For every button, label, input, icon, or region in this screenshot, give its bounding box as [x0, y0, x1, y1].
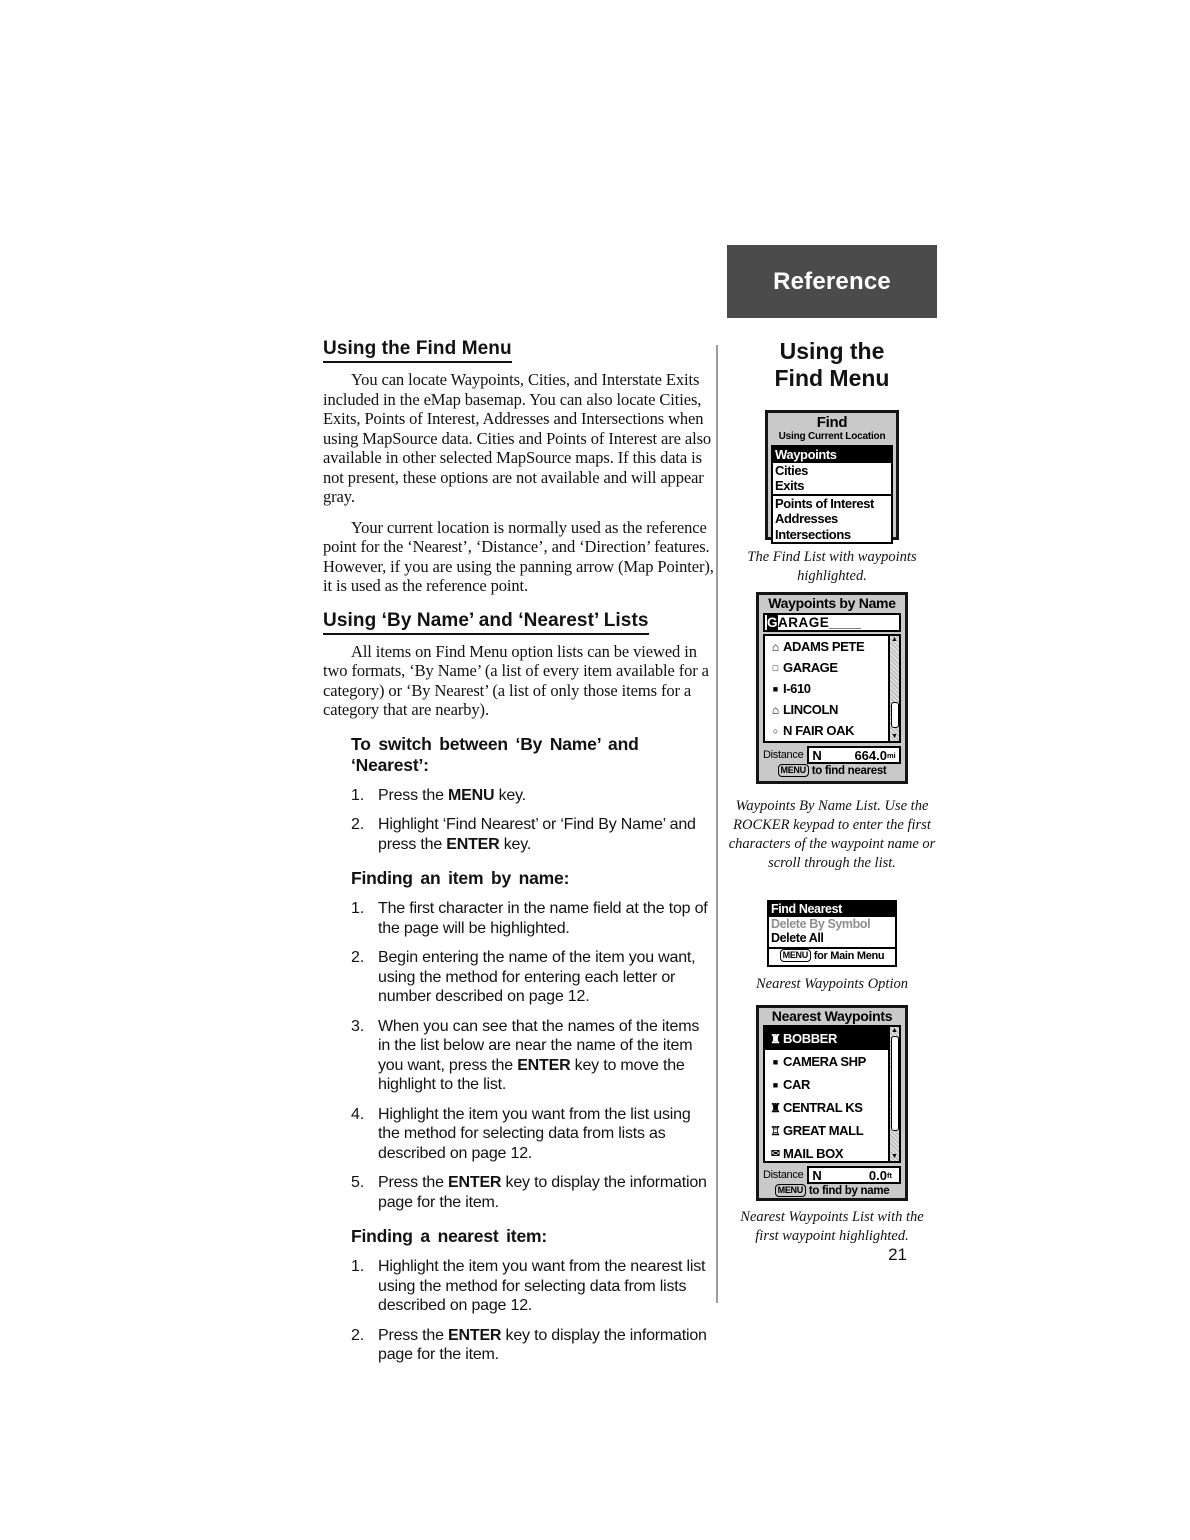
waypoint-row: ○ N FAIR OAK: [765, 720, 899, 741]
waypoint-row: ♖ GREAT MALL: [765, 1119, 899, 1142]
step-number: 2.: [351, 1326, 365, 1344]
waypoint-row: ■ CAMERA SHP: [765, 1050, 899, 1073]
step-number: 4.: [351, 1105, 365, 1123]
waypoint-row: ■ CAR: [765, 1073, 899, 1096]
reference-tab-label: Reference: [773, 267, 891, 295]
paragraph: Your current location is normally used as the reference point for the ‘Nearest’, ‘Distance’, and ‘Direction’ features. However, if you are using the panning arrow (Map Pointer), it is used as the reference point.: [323, 517, 714, 595]
nearest-steps-list: [351, 1257, 715, 1365]
scroll-up-icon: ▲: [891, 1027, 898, 1034]
scroll-down-icon: ▼: [891, 733, 898, 740]
filled-square-icon: ■: [772, 1056, 779, 1067]
step-item: [351, 1257, 715, 1316]
step-number: 2.: [351, 816, 365, 833]
section-heading-find-menu: Using the Find Menu: [323, 338, 512, 363]
step-number: 1.: [351, 1258, 365, 1275]
main-text-column: [323, 338, 715, 1375]
waypoint-row: ♜ BOBBER: [765, 1027, 899, 1050]
scroll-thumb: [891, 1036, 899, 1131]
find-screen-title: Find: [816, 414, 848, 431]
scrollbar: [888, 636, 899, 741]
subheading-finding-by-name: Finding an item by name:: [351, 868, 570, 888]
step-item: [351, 1017, 715, 1095]
byname-screen-title: Waypoints by Name: [768, 595, 896, 611]
step-item: [351, 1326, 715, 1365]
step-item: [351, 899, 715, 938]
distance-field: [807, 746, 901, 764]
byname-steps-list: [351, 899, 715, 1212]
step-number: 3.: [351, 1017, 365, 1035]
find-item-points-of-interest: Points of Interest: [775, 495, 874, 511]
step-text: Press the ENTER key to display the information page for the item.: [378, 1174, 707, 1211]
step-text: Begin entering the name of the item you want, using the method for entering each letter or number described on page 12.: [378, 949, 696, 1005]
open-square-icon: □: [772, 662, 779, 673]
screen-footer: MENU to find by name: [759, 1184, 905, 1199]
column-divider: [716, 345, 718, 1303]
caption-find-list: The Find List with waypoints highlighted.: [747, 549, 917, 584]
dock-icon: ♜: [770, 1100, 781, 1115]
waypoint-row: ✉ MAIL BOX: [765, 1142, 899, 1165]
dock-icon: ♜: [770, 1031, 781, 1046]
find-screen-subtitle: Using Current Location: [778, 431, 886, 442]
waypoint-row: □ GARAGE: [765, 657, 899, 678]
distance-label: Distance: [763, 1169, 804, 1181]
nearest-waypoint-list: [763, 1025, 901, 1163]
find-item-cities: Cities: [775, 462, 809, 478]
house-icon: ⌂: [771, 639, 780, 654]
waypoint-row: ⌂ ADAMS PETE: [765, 636, 899, 657]
distance-unit: mi: [887, 750, 896, 760]
filled-square-icon: ■: [772, 683, 779, 694]
step-text: Press the ENTER key to display the information page for the item.: [378, 1326, 707, 1363]
menu-keycap: MENU: [778, 764, 809, 777]
subheading-finding-nearest: Finding a nearest item:: [351, 1226, 547, 1246]
lodge-icon: ⌂: [771, 702, 780, 717]
caption-byname-list: Waypoints By Name List. Use the ROCKER keypad to enter the first characters of the waypoint name or scroll through the list.: [728, 798, 936, 871]
sidebar-title: Using the Find Menu: [774, 338, 890, 391]
screen-footer: MENU to find nearest: [759, 764, 905, 779]
waypoint-row: ■ I-610: [765, 678, 899, 699]
step-item: [351, 948, 715, 1007]
step-number: 5.: [351, 1174, 365, 1191]
paragraph: All items on Find Menu option lists can be viewed in two formats, ‘By Name’ (a list of every item available for a category) or ‘By Nearest’ (a list of only those items for a category that are nearby).: [323, 641, 709, 719]
distance-field: [807, 1166, 901, 1184]
menu-keycap: MENU: [775, 1184, 806, 1197]
step-text: Press the MENU key.: [378, 786, 526, 804]
find-item-waypoints: Waypoints: [773, 447, 891, 463]
scroll-thumb: [891, 702, 899, 728]
find-item-addresses: Addresses: [775, 511, 838, 526]
section-heading-byname-nearest: Using ‘By Name’ and ‘Nearest’ Lists: [323, 610, 649, 635]
step-text: Highlight the item you want from the list using the method for selecting data from lists as described on page 12.: [378, 1105, 691, 1162]
circle-icon: ○: [772, 725, 779, 736]
step-item: [351, 1105, 715, 1164]
distance-value: 0.0: [868, 1167, 887, 1183]
option-find-nearest: Find Nearest: [769, 902, 895, 917]
filled-square-icon: ■: [772, 1079, 779, 1090]
distance-row: [759, 1166, 905, 1184]
distance-unit: ft: [887, 1170, 892, 1180]
paragraph: You can locate Waypoints, Cities, and Interstate Exits included in the eMap basemap. You can also locate Cities, Exits, Points of Interest, Addresses and Intersections when using MapSource data. Cities and Points of Interest are also available in other selected MapSource maps. If this data is not present, these options are not available and will appear gray.: [323, 370, 712, 506]
step-item: [351, 1173, 715, 1212]
distance-direction: N: [812, 1167, 822, 1183]
step-text: Highlight ‘Find Nearest’ or ‘Find By Name’ and press the ENTER key.: [378, 816, 696, 853]
subheading-switch: To switch between ‘By Name’ and ‘Nearest’:: [351, 733, 639, 775]
find-item-intersections: Intersections: [775, 526, 851, 542]
scroll-down-icon: ▼: [891, 1153, 898, 1160]
step-item: [351, 786, 715, 806]
scrollbar: [888, 1027, 899, 1161]
gps-waypoints-by-name-screen: [756, 592, 908, 784]
step-text: Highlight the item you want from the nearest list using the method for selecting data from lists described on page 12.: [378, 1258, 706, 1314]
step-number: 2.: [351, 949, 365, 966]
menu-keycap: MENU: [780, 949, 811, 962]
nearest-screen-title: Nearest Waypoints: [771, 1008, 893, 1024]
find-category-list: [771, 445, 893, 544]
waypoint-name-field: GARAGE____: [763, 613, 901, 632]
step-number: 1.: [351, 900, 365, 917]
reference-section-tab: [727, 245, 937, 318]
gps-nearest-waypoints-screen: [756, 1005, 908, 1201]
screen-footer: MENU for Main Menu: [769, 949, 895, 963]
option-delete-all: Delete All: [771, 931, 824, 945]
waypoint-row: ♜ CENTRAL KS: [765, 1096, 899, 1119]
caption-nearest-list: Nearest Waypoints List with the first waypoint highlighted.: [740, 1209, 924, 1244]
step-item: [351, 815, 715, 854]
distance-direction: N: [812, 747, 822, 763]
step-number: 1.: [351, 786, 365, 804]
distance-value: 664.0: [854, 747, 887, 763]
scroll-up-icon: ▲: [891, 636, 898, 643]
distance-label: Distance: [763, 749, 804, 761]
waypoint-row: ⌂ LINCOLN: [765, 699, 899, 720]
caption-options: Nearest Waypoints Option: [756, 976, 908, 992]
building-icon: ♖: [770, 1123, 781, 1138]
gps-find-screen: [765, 410, 899, 540]
page-number: 21: [888, 1245, 907, 1264]
find-item-exits: Exits: [775, 478, 805, 493]
option-delete-by-symbol: Delete By Symbol: [771, 916, 871, 931]
highlighted-character: G: [767, 615, 779, 630]
mailbox-icon: ✉: [770, 1148, 781, 1160]
step-text: The first character in the name field at the top of the page will be highlighted.: [378, 900, 708, 937]
gps-options-menu-screen: [767, 900, 897, 967]
distance-row: [759, 746, 905, 764]
waypoint-name-list: [763, 634, 901, 743]
step-text: When you can see that the names of the items in the list below are near the name of the item you want, press the ENTER key to move the highlight to the list.: [378, 1017, 700, 1093]
switch-steps-list: [351, 786, 715, 855]
